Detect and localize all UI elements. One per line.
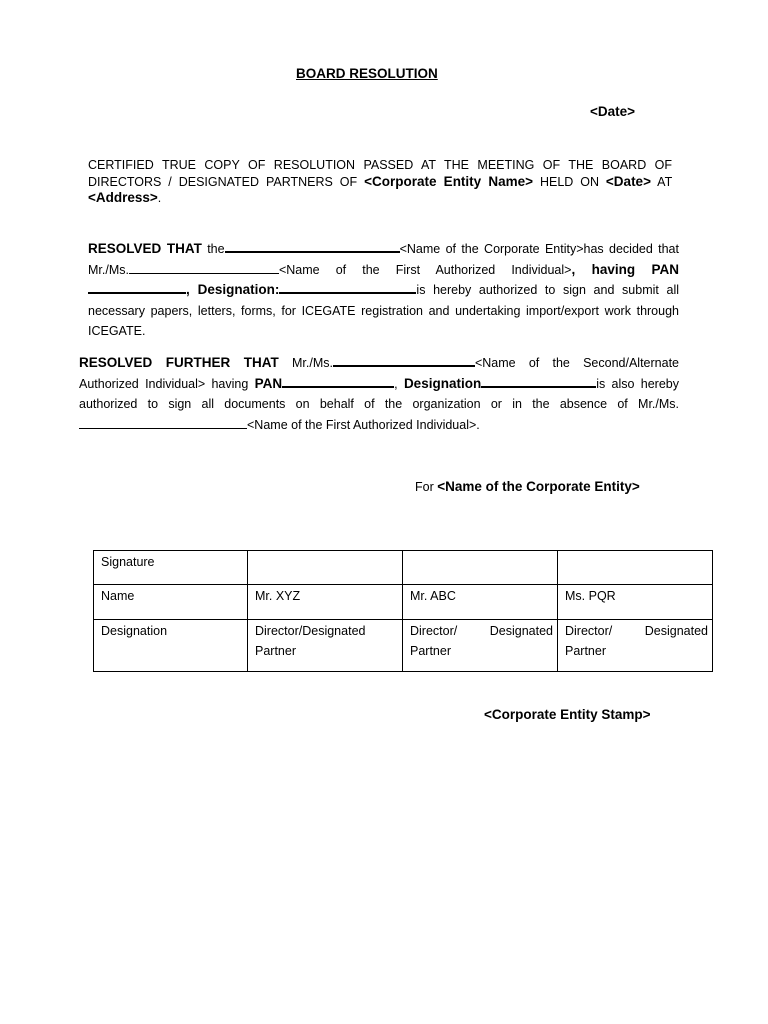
table-row [94,620,713,672]
resolved-further-designation: Designation [403,375,482,391]
designation-label-cell: Designation [94,620,248,672]
certified-text-end: . [157,191,162,205]
table-row [94,585,713,620]
certified-text-1: CERTIFIED TRUE COPY OF RESOLUTION PASSED AT THE MEETING OF THE BOARD OF DIRECTORS / DESIGNATED PARTNERS OF [88,158,672,189]
signature-cell [248,551,403,585]
document-title: BOARD RESOLUTION [296,66,438,81]
resolved-further-comma: , [394,376,404,391]
resolved-that-paragraph [88,239,679,342]
certified-text-3: AT [650,174,673,189]
resolved-entity-text: <Name of the Corporate Entity>has decided that Mr./Ms. [88,242,679,277]
name-cell: Mr. XYZ [248,585,403,620]
signature-label-cell: Signature [94,551,248,585]
resolved-further-second-individual: <Name of the Second/Alternate Authorized Individual> having [79,356,679,391]
resolved-that-lead: RESOLVED THAT [88,241,202,256]
certified-date-placeholder: <Date> [605,173,651,189]
document-date: <Date> [590,104,636,119]
pan-blank-line [88,280,186,294]
certified-entity-placeholder: <Corporate Entity Name> [364,173,534,189]
second-designation-blank-line [481,374,596,388]
designation-cell: Director/Designated Partner [248,620,403,672]
for-prefix: For [415,480,438,494]
designation-cell: Director/ Designated Partner [403,620,558,672]
resolved-further-paragraph [79,353,679,435]
resolved-first-individual: <Name of the First Authorized Individual> [278,262,572,277]
resolved-further-first-individual: <Name of the First Authorized Individual>. [247,417,480,432]
resolved-comma: , [571,261,576,277]
designation-blank-line [279,280,416,294]
signatory-table [93,550,713,672]
resolved-the: the [201,242,225,256]
designation-cell: Director/ Designated Partner [558,620,713,672]
resolved-further-mr: Mr./Ms. [278,356,333,370]
resolved-further-lead: RESOLVED FURTHER THAT [79,355,279,370]
signature-cell [403,551,558,585]
second-pan-blank-line [282,374,394,388]
first-individual-blank-line [129,261,279,274]
for-entity-line [415,479,640,494]
resolved-having-pan: having PAN [575,261,679,277]
name-cell: Mr. ABC [403,585,558,620]
resolved-designation: , Designation: [186,282,280,297]
entity-blank-line [225,239,400,253]
resolved-further-rest: is also hereby authorized to sign all documents on behalf of the organization or in the absence of Mr./Ms. [79,376,679,411]
resolved-rest: is hereby authorized to sign and submit all necessary papers, letters, forms, for ICEGATE registration and undertaking import/export work through ICEGATE. [88,283,679,338]
resolved-further-pan: PAN [254,375,283,391]
corporate-stamp-placeholder: <Corporate Entity Stamp> [484,707,651,722]
signature-cell [558,551,713,585]
for-entity-placeholder: <Name of the Corporate Entity> [437,479,640,494]
certified-text-2: HELD ON [533,174,606,189]
table-row [94,551,713,585]
certified-address-placeholder: <Address> [88,190,158,205]
second-individual-blank-line [333,353,475,367]
name-cell: Ms. PQR [558,585,713,620]
certified-copy-paragraph [88,157,672,207]
name-label-cell: Name [94,585,248,620]
first-individual-blank-line-2 [79,416,247,429]
